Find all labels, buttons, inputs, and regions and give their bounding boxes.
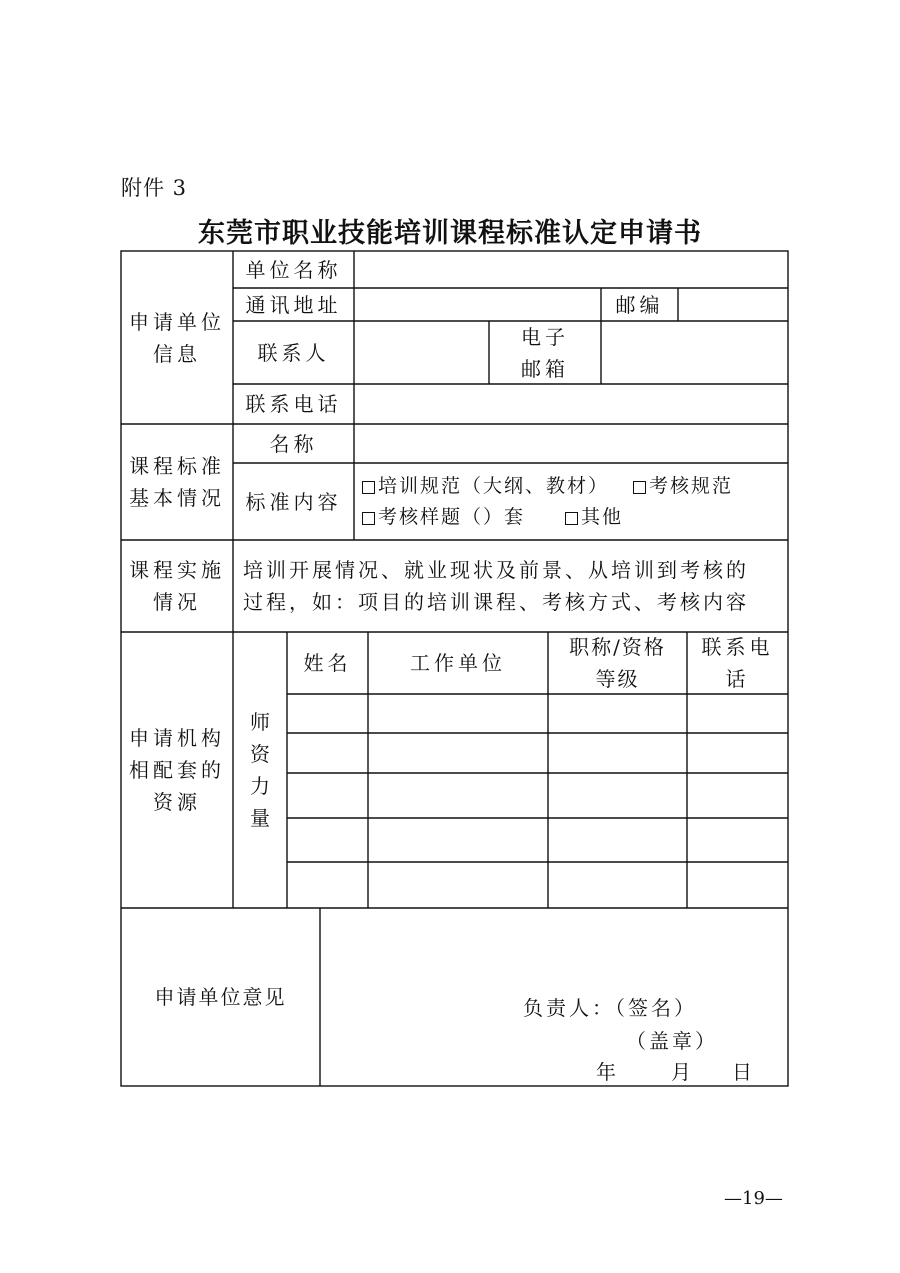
implementation-section-label: 课程实施 情况 — [129, 558, 225, 614]
faculty-row-5[interactable] — [287, 862, 788, 908]
course-section-label: 课程标准 基本情况 — [129, 454, 225, 510]
other-label: 其他 — [581, 505, 624, 528]
attachment-label: 附件 3 — [121, 176, 188, 200]
sample-questions-label: 考核样题（）套 — [378, 505, 526, 528]
training-spec-label: 培训规范（大纲、教材） — [378, 474, 610, 497]
col-header-phone: 联系电 话 — [701, 635, 774, 691]
resources-section-label: 申请机构 相配套的 资源 — [129, 726, 225, 814]
unit-name-field[interactable] — [354, 251, 788, 288]
standard-content-options — [354, 463, 788, 540]
course-name-field[interactable] — [354, 424, 788, 463]
date-line: 年 月 日 — [596, 1060, 755, 1084]
standard-content-label: 标准内容 — [245, 489, 342, 514]
course-name-label: 名称 — [269, 431, 318, 456]
faculty-label: 师 资 力 量 — [250, 710, 270, 830]
training-spec-checkbox[interactable] — [362, 481, 375, 494]
faculty-row-4[interactable] — [287, 818, 788, 862]
applicant-section-label: 申请单位 信息 — [129, 309, 225, 366]
email-field[interactable] — [601, 321, 788, 384]
seal-label: （盖章） — [626, 1029, 718, 1053]
unit-name-label: 单位名称 — [245, 257, 342, 282]
assessment-spec-checkbox[interactable] — [633, 481, 646, 494]
assessment-spec-label: 考核规范 — [649, 474, 734, 497]
address-label: 通讯地址 — [245, 292, 342, 317]
form-title: 东莞市职业技能培训课程标准认定申请书 — [198, 218, 702, 249]
email-label: 电子 邮箱 — [521, 324, 569, 381]
responsible-signature: 负责人：（签名） — [523, 996, 697, 1020]
faculty-row-2[interactable] — [287, 733, 788, 773]
faculty-row-1[interactable] — [287, 694, 788, 733]
contact-label: 联系人 — [257, 340, 330, 365]
postcode-label: 邮编 — [615, 292, 664, 317]
other-checkbox[interactable] — [565, 512, 578, 525]
implementation-description[interactable]: 培训开展情况、就业现状及前景、从培训到考核的 过程，如：项目的培训课程、考核方式、考核内容 — [243, 558, 749, 614]
contact-field[interactable] — [354, 321, 489, 384]
postcode-field[interactable] — [678, 288, 788, 321]
opinion-label: 申请单位意见 — [154, 985, 287, 1009]
phone-label: 联系电话 — [245, 392, 342, 416]
address-field[interactable] — [354, 288, 601, 321]
col-header-name: 姓名 — [303, 651, 352, 675]
col-header-workplace: 工作单位 — [410, 651, 506, 675]
page-number: —19— — [724, 1188, 783, 1209]
sample-questions-checkbox[interactable] — [362, 512, 375, 525]
faculty-row-3[interactable] — [287, 773, 788, 818]
phone-field[interactable] — [354, 384, 788, 424]
col-header-title: 职称/资格 等级 — [569, 635, 666, 691]
